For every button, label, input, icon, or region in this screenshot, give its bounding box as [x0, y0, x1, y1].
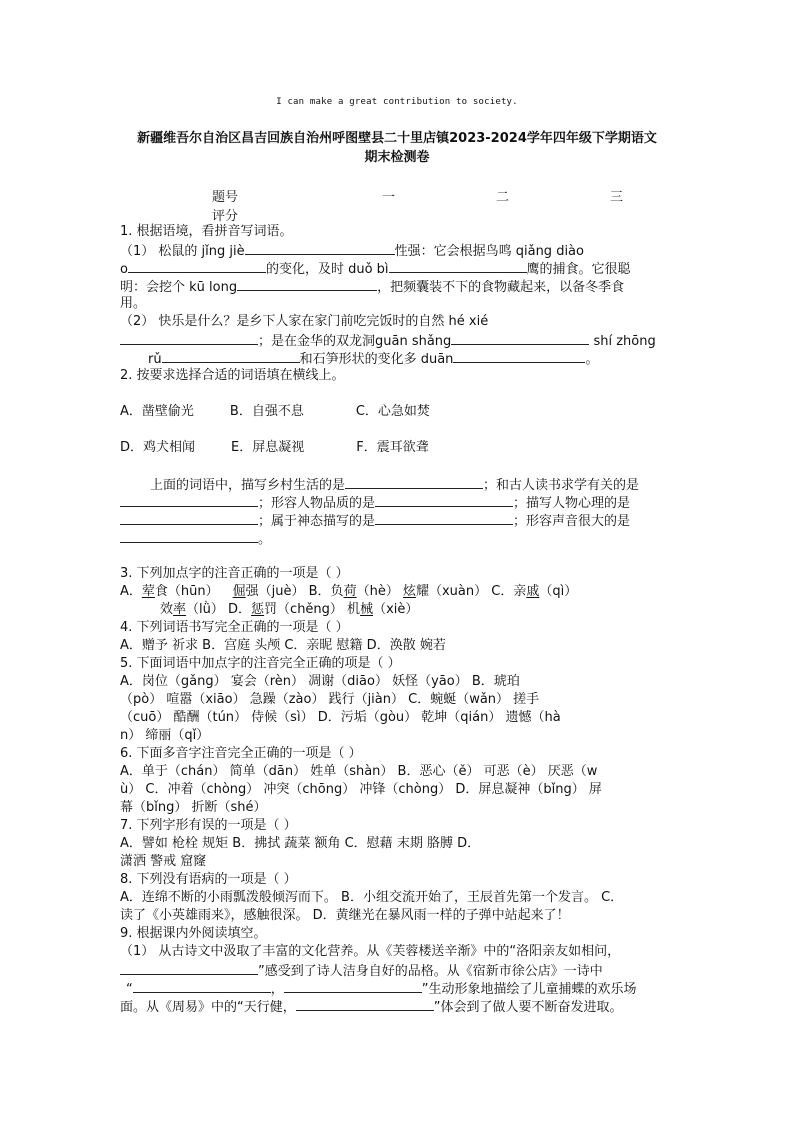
- q8-line1: A．连绵不断的小雨瓢泼般倾泻而下。 B．小组交流开始了，王辰首先第一个发言。 C．: [120, 890, 624, 905]
- q1-line4: 用。: [120, 296, 147, 311]
- answer-blank[interactable]: [120, 331, 258, 345]
- q3-text: （hè）: [356, 584, 403, 599]
- q3-text: A．: [120, 584, 142, 599]
- q5-stem: 5. 下面词语中加点字的注音完全正确的项是（ ）: [120, 656, 401, 671]
- answer-blank[interactable]: [120, 493, 258, 507]
- q3-text: （xiè）: [373, 602, 419, 617]
- q1-line7: [120, 349, 680, 367]
- q2-option-f: F．震耳欲聋: [356, 440, 429, 455]
- q1-line5: [120, 313, 680, 331]
- q9-line3: [120, 979, 680, 997]
- q6-line3: 幕（bǐng） 折断（shé）: [120, 800, 267, 815]
- q2-text: 上面的词语中，描写乡村生活的是: [150, 478, 346, 493]
- q1-line2: [120, 259, 680, 277]
- q1-text: 明：会挖个 kū long: [120, 280, 238, 295]
- score-col-2: 二: [496, 190, 510, 205]
- dotted-char: 倔: [232, 584, 246, 599]
- dotted-char: 械: [360, 602, 374, 617]
- q2-text: ；属于神态描写的是: [258, 514, 376, 529]
- q1-line3: [120, 277, 680, 295]
- q2-text: 。: [258, 532, 272, 547]
- q8-stem: 8. 下列没有语病的一项是（ ）: [120, 872, 297, 887]
- q2-options-row2: [120, 439, 680, 457]
- q6-line2: ù） C．冲着（chòng） 冲突（chōng） 冲锋（chòng） D．屏息凝神（bǐng） 屏: [120, 782, 602, 797]
- answer-blank[interactable]: [389, 259, 527, 273]
- q1-line1: [120, 241, 680, 259]
- questions: [120, 223, 680, 1015]
- q2-option-b: B．自强不息: [229, 404, 304, 419]
- q1-text: 的变化，及时 duǒ bì: [265, 262, 389, 277]
- q5-line1: A．岗位（gǎng） 宴会（rèn） 凋谢（diāo） 妖怪（yāo） B．琥珀: [120, 674, 520, 689]
- score-col-3: 三: [610, 190, 624, 205]
- q1-line6: [120, 331, 680, 349]
- q2-text: ；和古人读书求学有关的是: [483, 478, 640, 493]
- q5-line3: （cuō） 酷酬（tún） 侍候（sì） D．污垢（gòu） 乾坤（qián） 遗憾（hà: [120, 710, 561, 725]
- q9-line1: （1） 从古诗文中汲取了丰富的文化营养。从《芙蓉楼送辛渐》中的“洛阳亲友如相问，: [120, 944, 621, 959]
- q9-text: ，: [270, 982, 284, 997]
- q9-stem: 9. 根据课内外阅读填空。: [120, 926, 267, 941]
- answer-blank[interactable]: [120, 529, 258, 543]
- answer-blank[interactable]: [345, 475, 483, 489]
- q7-line1: A．譬如 枪栓 规矩 B．拂拭 蔬菜 额角 C．慰藉 末期 胳膊 D．: [120, 836, 481, 851]
- dotted-char: 炫: [402, 584, 416, 599]
- q1-text: （2） 快乐是什么？是乡下人家在家门前吃完饭时的自然 hé xié: [120, 314, 489, 329]
- answer-blank[interactable]: [162, 349, 300, 363]
- q5-line4: n） 缔丽（qǐ）: [120, 728, 210, 743]
- header-motto: I can make a great contribution to society.: [276, 97, 518, 107]
- answer-blank[interactable]: [451, 331, 589, 345]
- q2-stem: 2. 按要求选择合适的词语填在横线上。: [120, 368, 345, 383]
- answer-blank[interactable]: [296, 997, 434, 1011]
- q9-line2: [120, 961, 680, 979]
- q2-text: ；描写人物心理的是: [513, 496, 631, 511]
- answer-blank[interactable]: [120, 511, 258, 525]
- q2-text: ；形容人物品质的是: [258, 496, 376, 511]
- answer-blank[interactable]: [453, 349, 585, 363]
- q2-option-a: A．凿壁偷光: [120, 404, 194, 419]
- q1-text: 和石笋形状的变化多 duān: [299, 352, 454, 367]
- q2-text-line1: [120, 475, 680, 493]
- answer-blank[interactable]: [120, 961, 258, 975]
- dotted-char: 惩: [251, 602, 265, 617]
- q9-text: ”感受到了诗人洁身自好的品格。从《宿新市徐公店》一诗中: [258, 964, 603, 979]
- q6-stem: 6. 下面多音字注音完全正确的一项是（ ）: [120, 746, 362, 761]
- q2-option-c: C．心急如焚: [355, 404, 430, 419]
- q9-text: 面。从《周易》中的“天行健，: [120, 1000, 296, 1015]
- q2-options-row1: [120, 403, 680, 421]
- q3-line1: [120, 583, 680, 601]
- q2-text-line2: [120, 493, 680, 511]
- dotted-char: 率: [173, 602, 187, 617]
- q2-text-line3: [120, 511, 680, 529]
- q3-text: 耀（xuàn） C．亲: [415, 584, 527, 599]
- score-col-1: 一: [382, 190, 396, 205]
- answer-blank[interactable]: [375, 511, 513, 525]
- dotted-char: 戚: [526, 584, 540, 599]
- exam-title: [108, 129, 686, 167]
- q9-text: ”体会到了做人要不断奋发进取。: [433, 1000, 623, 1015]
- q1-text: ；是在金华的双龙洞guān shǎng: [258, 334, 452, 349]
- q2-text: ；形容声音很大的是: [513, 514, 631, 529]
- q1-text: ，把频囊装不下的食物藏起来，以备冬季食: [377, 280, 625, 295]
- q2-option-e: E．屏息凝视: [231, 440, 305, 455]
- q1-text: shí zhōng: [593, 334, 656, 349]
- q3-stem: 3. 下列加点字的注音正确的一项是（ ）: [120, 566, 349, 581]
- q7-stem: 7. 下列字形有误的一项是（ ）: [120, 818, 297, 833]
- score-header: 题号: [212, 190, 239, 205]
- q1-text: 鹰的捕食。它很聪: [526, 262, 631, 277]
- q2-option-d: D．鸡犬相闻: [120, 440, 196, 455]
- q3-line2: [120, 601, 680, 619]
- answer-blank[interactable]: [245, 241, 395, 255]
- q9-text: ”生动形象地描绘了儿童捕蝶的欢乐场: [421, 982, 637, 997]
- q3-text: （lǜ） D．: [186, 602, 252, 617]
- q4-stem: 4. 下列词语书写完全正确的一项是（ ）: [120, 620, 349, 635]
- answer-blank[interactable]: [284, 979, 422, 993]
- q1-stem: 1. 根据语境，看拼音写词语。: [120, 224, 293, 239]
- q1-text: 。: [585, 352, 599, 367]
- q3-text: 罚（chěng） 机: [264, 602, 361, 617]
- q2-text-line4: [120, 529, 680, 547]
- answer-blank[interactable]: [237, 277, 377, 291]
- answer-blank[interactable]: [133, 979, 271, 993]
- q1-text: rǔ: [148, 352, 162, 367]
- q6-line1: A．单于（chán） 简单（dān） 姓单（shàn） B．恶心（ě） 可恶（è） 厌恶（w: [120, 764, 598, 779]
- q9-line4: [120, 997, 680, 1015]
- q3-text: 食（hūn）: [154, 584, 219, 599]
- q1-text: o: [120, 262, 128, 277]
- exam-title-line2: 期末检测卷: [364, 150, 430, 165]
- answer-blank[interactable]: [128, 259, 266, 273]
- q3-text: （qì）: [539, 584, 578, 599]
- dotted-char: 荷: [343, 584, 357, 599]
- q1-text: （1） 松鼠的 jǐng jiè: [120, 244, 245, 259]
- exam-title-line1: 新疆维吾尔自治区昌吉回族自治州呼图壁县二十里店镇2023-2024学年四年级下学期语文: [137, 131, 657, 146]
- q8-line2: 读了《小英雄雨来》，感触很深。 D．黄继光在暴风雨一样的子弹中站起来了！: [120, 908, 570, 923]
- score-row-label: 评分: [212, 209, 239, 224]
- answer-blank[interactable]: [375, 493, 513, 507]
- q7-line2: 潇洒 警戒 窟窿: [120, 854, 207, 869]
- dotted-char: 荤: [141, 584, 155, 599]
- q4-options: A．赠予 祈求 B．宫庭 头颅 C．亲昵 慰籍 D．涣散 婉若: [120, 638, 446, 653]
- q1-text: 性强：它会根据鸟鸣 qiǎng diào: [394, 244, 584, 259]
- score-table: [212, 186, 672, 222]
- q9-text: “: [126, 982, 133, 997]
- q3-text: 强（juè） B．负: [245, 584, 344, 599]
- q5-line2: （pò） 喧嚣（xiāo） 急躁（zào） 践行（jiàn） C．蜿蜒（wǎn） 搓手: [120, 692, 540, 707]
- q3-text: 效: [160, 602, 174, 617]
